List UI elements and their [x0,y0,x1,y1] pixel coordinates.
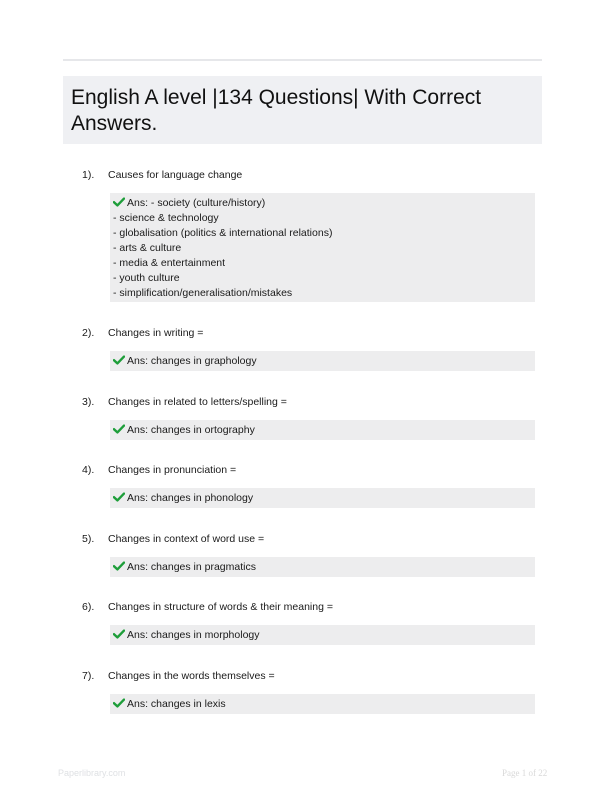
answer-box [110,193,535,302]
check-icon [113,355,125,365]
page-number: Page 1 of 22 [502,768,548,778]
question-number: 5). [82,533,95,545]
answer-line: Ans: changes in morphology [113,628,535,643]
answer-line: Ans: changes in graphology [113,354,535,369]
check-icon [113,561,125,571]
check-icon [113,424,125,434]
answer-line: - simplification/generalisation/mistakes [113,287,293,299]
question-number: 6). [82,601,95,613]
answer-line: - science & technology [113,212,219,224]
answer-box [110,557,535,577]
question-text: Changes in writing = [108,327,204,339]
check-icon [113,629,125,639]
top-divider [63,59,542,61]
check-icon [113,197,125,207]
answer-line: Ans: changes in ortography [113,423,535,438]
answer-line: - youth culture [113,272,180,284]
question-text: Changes in the words themselves = [108,670,275,682]
question-text: Causes for language change [108,169,243,181]
question-number: 3). [82,396,95,408]
answer-box [110,351,535,371]
answer-box [110,625,535,645]
answer-line: - globalisation (politics & international relations) [113,227,333,239]
answer-line: - media & entertainment [113,257,226,269]
question-text: Changes in context of word use = [108,533,265,545]
title-banner [63,76,542,144]
question-text: Changes in pronunciation = [108,464,237,476]
answer-box [110,420,535,440]
question-number: 4). [82,464,95,476]
check-icon [113,698,125,708]
footer-watermark: Paperlibrary.com [58,768,126,778]
question-number: 1). [82,169,95,181]
answer-box [110,488,535,508]
check-icon [113,492,125,502]
question-number: 2). [82,327,95,339]
answer-line: Ans: changes in phonology [113,491,535,506]
answer-line: Ans: changes in pragmatics [113,560,535,575]
question-text: Changes in related to letters/spelling = [108,396,287,408]
question-text: Changes in structure of words & their meaning = [108,601,333,613]
question-number: 7). [82,670,95,682]
answer-line: - arts & culture [113,242,182,254]
answer-line: Ans: - society (culture/history) [113,196,535,211]
page-title: English A level |134 Questions| With Correct Answers. [71,86,482,135]
answer-box [110,694,535,714]
answer-line: Ans: changes in lexis [113,697,535,712]
